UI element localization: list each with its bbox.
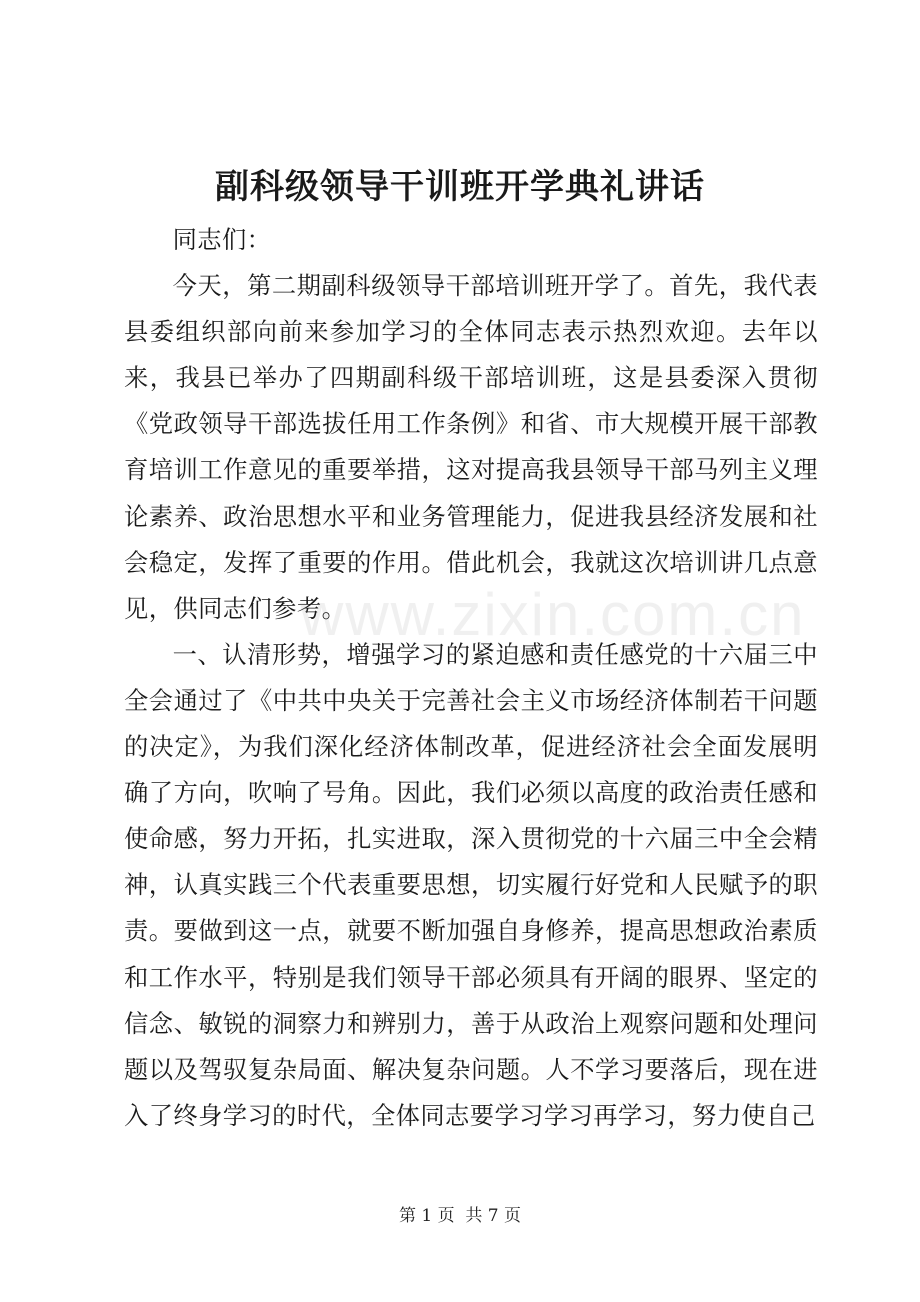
site-watermark: www.zixin.com.cn bbox=[300, 581, 806, 648]
section-one-paragraph: 一、认清形势，增强学习的紧迫感和责任感党的十六届三中全会通过了《中共中央关于完善社会主义市场经济体制若干问题的决定》，为我们深化经济体制改革，促进经济社会全面发展明确了方向，吹响了号角。因此，我们必须以高度的政治责任感和使命感，努力开拓，扎实进取，深入贯彻党的十六届三中全会精神，认真实践三个代表重要思想，切实履行好党和人民赋予的职责。要做到这一点，就要不断加强自身修养，提高思想政治素质和工作水平，特别是我们领导干部必须具有开阔的眼界、坚定的信念、敏锐的洞察力和辨别力，善于从政治上观察问题和处理问题以及驾驭复杂局面、解决复杂问题。人不学习要落后，现在进入了终身学习的时代，全体同志要学习学习再学习，努力使自己 bbox=[124, 639, 818, 1130]
document-body bbox=[124, 217, 818, 1139]
page-footer bbox=[0, 1205, 920, 1227]
intro-paragraph: 今天，第二期副科级领导干部培训班开学了。首先，我代表县委组织部向前来参加学习的全体同志表示热烈欢迎。去年以来，我县已举办了四期副科级干部培训班，这是县委深入贯彻《党政领导干部选拔任用工作条例》和省、市大规模开展干部教育培训工作意见的重要举措，这对提高我县领导干部马列主义理论素养、政治思想水平和业务管理能力，促进我县经济发展和社会稳定，发挥了重要的作用。借此机会，我就这次培训讲几点意见，供同志们参考。 bbox=[124, 271, 818, 623]
document-title: 副科级领导干训班开学典礼讲话 bbox=[215, 167, 705, 207]
salutation-paragraph: 同志们： bbox=[172, 225, 272, 254]
page-number-label: 第 1 页 共 7 页 bbox=[398, 1206, 522, 1226]
